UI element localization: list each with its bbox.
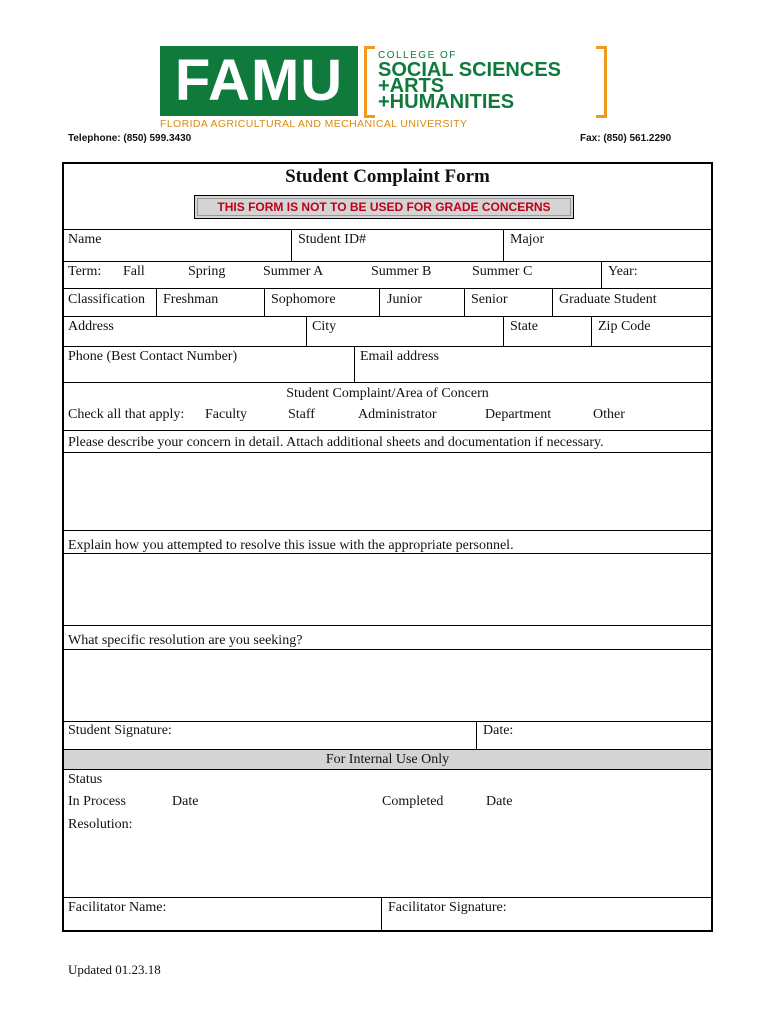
telephone: Telephone: (850) 599.3430 <box>68 133 192 144</box>
major-field[interactable]: Major <box>510 232 545 247</box>
updated-date: Updated 01.23.18 <box>68 962 161 977</box>
famu-logo-text: FAMU <box>174 48 344 113</box>
resolution-sought-area[interactable] <box>64 651 711 720</box>
college-arts: +ARTS <box>378 75 445 97</box>
email-field[interactable]: Email address <box>360 349 439 364</box>
zip-code-field[interactable]: Zip Code <box>598 319 651 334</box>
logo-right-bracket <box>596 46 607 118</box>
grade-concerns-warning-text: THIS FORM IS NOT TO BE USED FOR GRADE CONCERNS <box>217 200 551 214</box>
city-field[interactable]: City <box>312 319 337 334</box>
in-process-date[interactable]: Date <box>172 794 199 809</box>
classification-label: Classification <box>68 292 145 307</box>
facilitator-signature-field[interactable]: Facilitator Signature: <box>388 900 507 915</box>
name-field[interactable]: Name <box>68 232 102 247</box>
status-label: Status <box>68 772 103 787</box>
class-junior-option[interactable]: Junior <box>387 292 422 307</box>
college-of: COLLEGE OF <box>378 50 457 61</box>
student-id-field[interactable]: Student ID# <box>298 232 367 247</box>
resolution-field[interactable]: Resolution: <box>68 817 133 832</box>
class-graduate-option[interactable]: Graduate Student <box>559 292 657 307</box>
year-field[interactable]: Year: <box>608 264 638 279</box>
describe-concern-prompt: Please describe your concern in detail. Attach additional sheets and documentation if necessary. <box>68 435 604 450</box>
logo-left-bracket <box>364 46 375 118</box>
concern-administrator-option[interactable]: Administrator <box>358 407 437 422</box>
signature-date-field[interactable]: Date: <box>483 723 514 738</box>
check-all-label: Check all that apply: <box>68 407 185 422</box>
grade-concerns-warning <box>194 195 574 219</box>
term-summer-c-option[interactable]: Summer C <box>472 264 533 279</box>
term-fall-option[interactable]: Fall <box>123 264 145 279</box>
concern-other-option[interactable]: Other <box>593 407 625 422</box>
completed-date[interactable]: Date <box>486 794 513 809</box>
concern-staff-option[interactable]: Staff <box>288 407 315 422</box>
university-name: FLORIDA AGRICULTURAL AND MECHANICAL UNIVERSITY <box>160 118 468 130</box>
class-sophomore-option[interactable]: Sophomore <box>271 292 336 307</box>
form-title: Student Complaint Form <box>285 166 490 187</box>
college-humanities: +HUMANITIES <box>378 91 515 113</box>
college-social-sciences: SOCIAL SCIENCES <box>378 59 561 81</box>
student-signature-field[interactable]: Student Signature: <box>68 723 172 738</box>
term-spring-option[interactable]: Spring <box>188 264 226 279</box>
resolution-sought-prompt: What specific resolution are you seeking? <box>68 633 303 648</box>
term-summer-b-option[interactable]: Summer B <box>371 264 432 279</box>
class-senior-option[interactable]: Senior <box>471 292 508 307</box>
explain-resolution-prompt: Explain how you attempted to resolve this issue with the appropriate personnel. <box>68 538 514 553</box>
explain-resolution-area[interactable] <box>64 555 711 624</box>
facilitator-name-field[interactable]: Facilitator Name: <box>68 900 167 915</box>
phone-field[interactable]: Phone (Best Contact Number) <box>68 349 238 364</box>
class-freshman-option[interactable]: Freshman <box>163 292 219 307</box>
in-process-option[interactable]: In Process <box>68 794 126 809</box>
fax: Fax: (850) 561.2290 <box>580 133 672 144</box>
concern-heading: Student Complaint/Area of Concern <box>286 386 489 401</box>
term-summer-a-option[interactable]: Summer A <box>263 264 324 279</box>
term-label: Term: <box>68 264 102 279</box>
state-field[interactable]: State <box>510 319 538 334</box>
describe-concern-area[interactable] <box>64 454 711 529</box>
concern-faculty-option[interactable]: Faculty <box>205 407 247 422</box>
address-field[interactable]: Address <box>68 319 114 334</box>
completed-option[interactable]: Completed <box>382 794 444 809</box>
famu-logo <box>160 46 358 116</box>
internal-use-heading: For Internal Use Only <box>325 752 450 767</box>
concern-department-option[interactable]: Department <box>485 407 552 422</box>
